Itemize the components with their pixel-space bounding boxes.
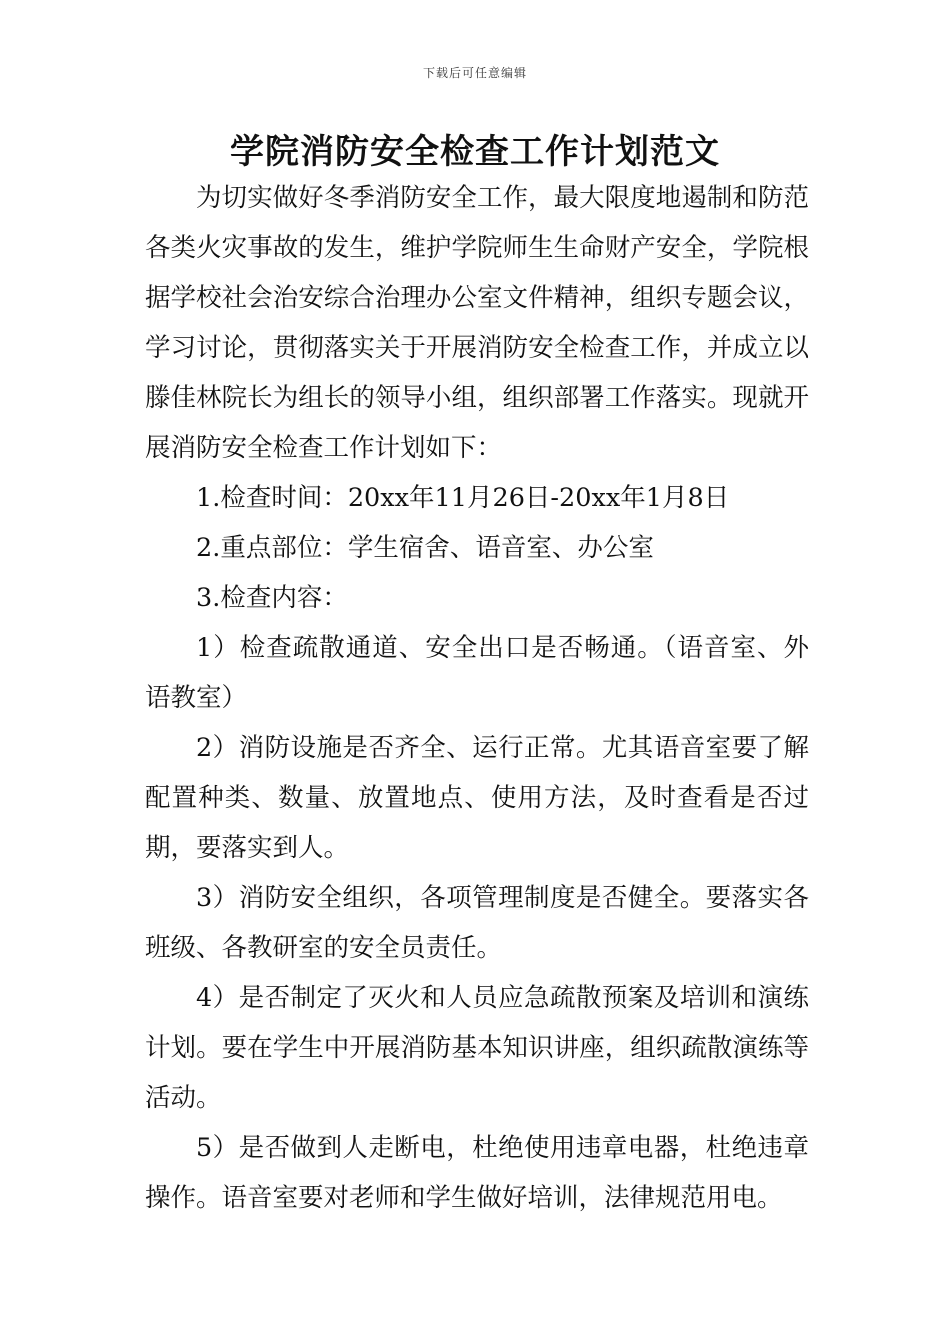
header-note: 下载后可任意编辑 <box>422 66 527 80</box>
key-areas-item: 2.重点部位：学生宿舍、语音室、办公室 <box>196 533 654 563</box>
inspection-content-heading: 3.检查内容： <box>196 583 348 613</box>
content-item-1: 1）检查疏散通道、安全出口是否畅通。（语音室、外语教室） <box>145 633 809 713</box>
content-item-5: 5）是否做到人走断电，杜绝使用违章电器，杜绝违章操作。语音室要对老师和学生做好培训，法律规范用电。 <box>145 1133 809 1213</box>
content-item-4: 4）是否制定了灭火和人员应急疏散预案及培训和演练计划。要在学生中开展消防基本知识讲座，组织疏散演练等活动。 <box>145 983 809 1113</box>
intro-paragraph: 为切实做好冬季消防安全工作，最大限度地遏制和防范各类火灾事故的发生，维护学院师生生命财产安全，学院根据学校社会治安综合治理办公室文件精神，组织专题会议，学习讨论，贯彻落实关于开展消防安全检查工作，并成立以滕佳林院长为组长的领导小组，组织部署工作落实。现就开展消防安全检查工作计划如下： <box>145 183 809 463</box>
document-body <box>145 173 809 1223</box>
content-item-3: 3）消防安全组织，各项管理制度是否健全。要落实各班级、各教研室的安全员责任。 <box>145 883 809 963</box>
document-title: 学院消防安全检查工作计划范文 <box>230 132 720 172</box>
content-item-2: 2）消防设施是否齐全、运行正常。尤其语音室要了解配置种类、数量、放置地点、使用方法，及时查看是否过期，要落实到人。 <box>145 733 809 863</box>
inspection-time-item: 1.检查时间：20xx年11月26日-20xx年1月8日 <box>196 483 730 513</box>
